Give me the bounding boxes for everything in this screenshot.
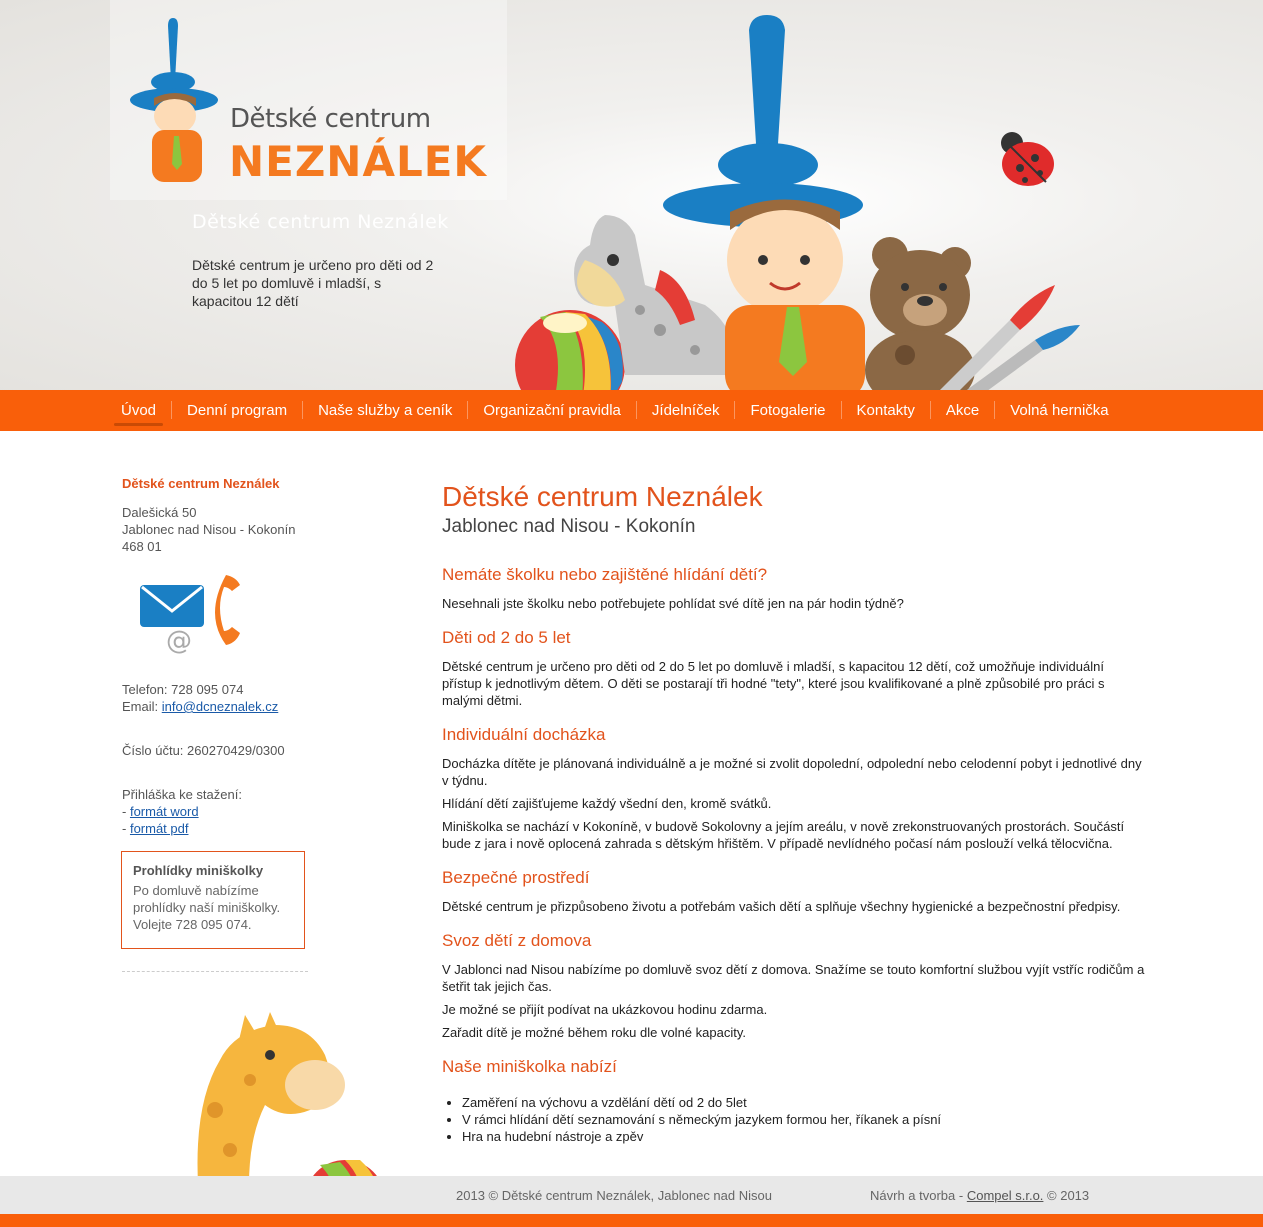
page-title: Dětské centrum Neználek: [442, 481, 763, 512]
list-item: • Hra na hudební nástroje a zpěv: [462, 1128, 1147, 1145]
page-subtitle: Jablonec nad Nisou - Kokonín: [442, 516, 696, 537]
download-pdf-link[interactable]: formát pdf: [129, 821, 189, 836]
sidebar-divider: [122, 971, 308, 972]
section-attendance: [442, 724, 1147, 852]
footer: [0, 1176, 1263, 1214]
logo-text-line1: Dětské centrum: [230, 104, 431, 134]
paragraph: Je možné se přijít podívat na ukázkovou hodinu zdarma.: [442, 1002, 768, 1017]
main-nav: [0, 390, 1263, 431]
list-item: • V rámci hlídání dětí seznamování s německým jazykem formou her, říkanek a písní: [462, 1111, 1147, 1128]
header: [0, 0, 1263, 390]
paragraph: Nesehnali jste školku nebo potřebujete pohlídat své dítě jen na pár hodin týdně?: [442, 596, 904, 611]
logo-boy-icon: [128, 18, 228, 188]
section-transport: [442, 930, 1147, 1041]
section-heading: Individuální docházka: [442, 725, 606, 744]
paint-brushes-illustration: [930, 285, 1090, 390]
section-offers: [442, 1056, 1147, 1145]
section-safety: [442, 867, 1147, 915]
nav-item-fotogalerie[interactable]: Fotogalerie: [734, 390, 840, 431]
nav-item-kontakty[interactable]: Kontakty: [841, 390, 930, 431]
sidebar-title: Dětské centrum Neználek: [122, 476, 280, 491]
visit-box-text: Po domluvě nabízíme prohlídky naší miniškolky. Volejte 728 095 074.: [133, 883, 281, 932]
hero-text: Dětské centrum je určeno pro děti od 2 do 5 let po domluvě i mladší, s kapacitou 12 dětí: [192, 257, 434, 309]
nav-item-volna-hernicka[interactable]: Volná hernička: [994, 390, 1123, 431]
paragraph: Docházka dítěte je plánovaná individuálně a je možné si zvolit dopolední, odpolední nebo celodenní pobyt i jednotlivé dny v týdnu.: [442, 756, 1142, 788]
download-pdf-row: [122, 820, 312, 837]
svg-text:@: @: [166, 626, 192, 656]
footer-compel-link[interactable]: Compel s.r.o.: [966, 1188, 1044, 1203]
section-heading: Naše miniškolka nabízí: [442, 1057, 617, 1076]
nav-item-sluzby-a-cenik[interactable]: Naše služby a ceník: [302, 390, 467, 431]
address-zip: 468 01: [122, 539, 162, 554]
footer-copyright: 2013 © Dětské centrum Neználek, Jablonec nad Nisou: [456, 1188, 772, 1203]
visit-box-title: Prohlídky miniškolky: [133, 863, 264, 878]
section-age: [442, 627, 1147, 709]
footer-credits-suffix: © 2013: [1043, 1188, 1090, 1203]
footer-credits: [870, 1188, 1089, 1203]
sidebar: [122, 475, 312, 837]
address-street: Dalešická 50: [122, 505, 197, 520]
hero-title: Dětské centrum Neználek: [192, 211, 449, 233]
contact-icon: [138, 573, 248, 657]
visit-info-box: [121, 851, 305, 949]
list-dash: -: [122, 821, 130, 836]
section-heading: Bezpečné prostředí: [442, 868, 590, 887]
footer-bar: [0, 1214, 1263, 1227]
email-label: Email:: [122, 699, 162, 714]
phone: Telefon: 728 095 074: [122, 682, 244, 697]
address-city: Jablonec nad Nisou - Kokonín: [122, 522, 296, 537]
nav-item-akce[interactable]: Akce: [930, 390, 994, 431]
email-row: [122, 698, 312, 715]
paragraph: V Jablonci nad Nisou nabízíme po domluvě svoz dětí z domova. Snažíme se touto komfortní službou vyjít vstříc rodičům a šetřit tak jejich čas.: [442, 962, 1145, 994]
main-content: [442, 480, 1147, 1160]
download-label: Přihláška ke stažení:: [122, 787, 242, 802]
download-word-row: [122, 803, 312, 820]
ladybug-illustration: [990, 128, 1060, 193]
paragraph: Dětské centrum je přizpůsobeno životu a potřebám vašich dětí a splňuje všechny hygienické a bezpečnostní předpisy.: [442, 899, 1121, 914]
list-item: • Zaměření na výchovu a vzdělání dětí od 2 do 5let: [462, 1094, 1147, 1111]
nav-item-denni-program[interactable]: Denní program: [171, 390, 302, 431]
account-number: Číslo účtu: 260270429/0300: [122, 743, 285, 758]
list-dash: -: [122, 804, 130, 819]
section-heading: Svoz dětí z domova: [442, 931, 592, 950]
nav-item-jidelnicek[interactable]: Jídelníček: [636, 390, 735, 431]
nav-item-organizacni-pravidla[interactable]: Organizační pravidla: [467, 390, 636, 431]
offers-list: [442, 1094, 1147, 1145]
logo-text-line2: NEZNÁLEK: [229, 137, 487, 186]
section-heading: Nemáte školku nebo zajištěné hlídání dětí?: [442, 565, 768, 584]
section-no-school: [442, 564, 1147, 612]
footer-credits-prefix: Návrh a tvorba -: [870, 1188, 967, 1203]
nav-item-uvod[interactable]: Úvod: [110, 390, 171, 431]
paragraph: Hlídání dětí zajišťujeme každý všední den, kromě svátků.: [442, 796, 772, 811]
address: [122, 504, 312, 555]
paragraph: Dětské centrum je určeno pro děti od 2 do 5 let po domluvě i mladší, s kapacitou 12 dětí, což umožňuje individuální přístup k jednotlivým dětem. O děti se postarají tři hodné "tety", které jsou kvalifikované a plně způsobilé pro práci s malými dětmi.: [442, 659, 1105, 708]
paragraph: Miniškolka se nachází v Kokoníně, v budově Sokolovny a jejím areálu, v nově zrekonstruovaných prostorách. Součástí bude z jara i nově oplocená zahrada s dětským hřištěm. V případě nevlídného počasí nám poslouží velká tělocvična.: [442, 819, 1125, 851]
email-link[interactable]: info@dcneznalek.cz: [161, 699, 279, 714]
paragraph: Zařadit dítě je možné během roku dle volné kapacity.: [442, 1025, 746, 1040]
section-heading: Děti od 2 do 5 let: [442, 628, 571, 647]
download-word-link[interactable]: formát word: [129, 804, 199, 819]
